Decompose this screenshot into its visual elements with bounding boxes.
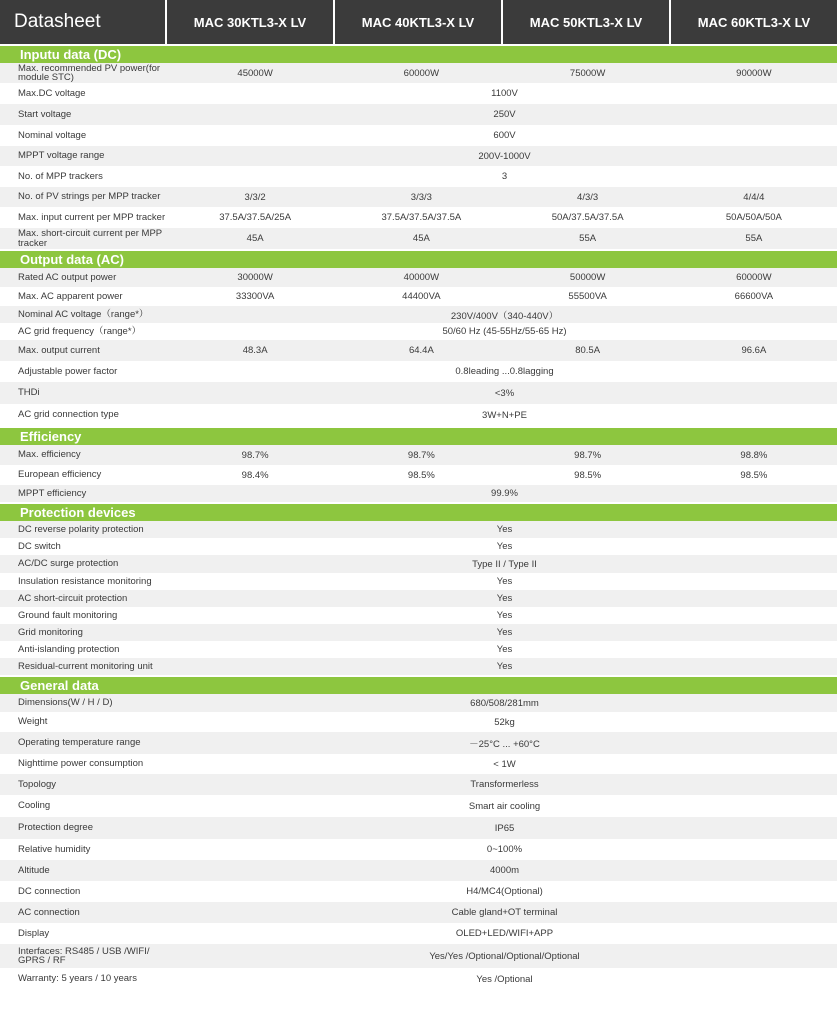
spec-label: Start voltage xyxy=(18,108,72,120)
spec-label: Weight xyxy=(18,716,48,728)
spec-row xyxy=(0,538,837,555)
spec-row xyxy=(0,340,837,361)
spec-row xyxy=(0,63,837,83)
spec-value: 64.4A xyxy=(408,345,434,356)
model-header-1: MAC 30KTL3-X LV xyxy=(167,0,333,44)
spec-row xyxy=(0,712,837,732)
spec-value-shared: Yes xyxy=(496,524,513,535)
spec-value-shared: Yes xyxy=(496,576,513,587)
spec-value-shared: 52kg xyxy=(494,716,515,728)
section-header: General data xyxy=(0,677,837,694)
model-header-2: MAC 40KTL3-X LV xyxy=(335,0,501,44)
spec-label: DC switch xyxy=(18,540,61,552)
spec-row xyxy=(0,361,837,382)
spec-row xyxy=(0,187,837,207)
spec-row xyxy=(0,83,837,104)
spec-label: MPPT voltage range xyxy=(18,150,105,162)
spec-label: DC connection xyxy=(18,885,81,897)
spec-row xyxy=(0,641,837,658)
spec-row xyxy=(0,694,837,712)
spec-label: Insulation resistance monitoring xyxy=(18,575,152,587)
spec-value: 80.5A xyxy=(575,345,601,356)
spec-value: 48.3A xyxy=(242,345,268,356)
spec-row xyxy=(0,607,837,624)
spec-row xyxy=(0,146,837,166)
spec-value-shared: Yes xyxy=(496,541,513,552)
spec-value: 4/4/4 xyxy=(743,191,765,203)
spec-row xyxy=(0,624,837,641)
spec-value: 44400VA xyxy=(402,291,441,302)
spec-value-shared: < 1W xyxy=(493,758,516,770)
spec-row xyxy=(0,382,837,404)
spec-label: Rated AC output power xyxy=(18,271,117,283)
spec-value: 98.4% xyxy=(241,469,269,481)
spec-label: Cooling xyxy=(18,800,51,812)
spec-value-shared: Yes xyxy=(496,627,513,638)
spec-label: Nighttime power consumption xyxy=(18,758,144,770)
spec-row xyxy=(0,839,837,860)
spec-value-shared: IP65 xyxy=(494,822,515,834)
spec-value-shared: <3% xyxy=(494,387,515,399)
spec-value-shared: 0.8leading ...0.8lagging xyxy=(455,366,554,377)
spec-value: 55A xyxy=(745,233,763,244)
spec-value: 98.7% xyxy=(574,449,602,461)
spec-label: Display xyxy=(18,927,50,939)
spec-value-shared: 230V/400V（340-440V） xyxy=(450,310,559,322)
spec-value-shared: Yes xyxy=(496,610,513,621)
spec-label: THDi xyxy=(18,387,40,399)
spec-label: AC grid connection type xyxy=(18,409,119,421)
spec-row xyxy=(0,860,837,881)
spec-label: DC reverse polarity protection xyxy=(18,523,144,535)
spec-value-shared: Transformerless xyxy=(470,779,539,790)
spec-label: Max. recommended PV power(for module STC) xyxy=(18,62,161,83)
spec-row xyxy=(0,125,837,146)
spec-value: 37.5A/37.5A/37.5A xyxy=(381,212,462,223)
spec-value: 33300VA xyxy=(235,291,275,302)
spec-row xyxy=(0,573,837,590)
spec-row xyxy=(0,732,837,754)
model-header-4: MAC 60KTL3-X LV xyxy=(671,0,837,44)
spec-row xyxy=(0,404,837,426)
spec-value-shared: Yes xyxy=(496,593,513,604)
spec-row xyxy=(0,944,837,968)
section-header: Protection devices xyxy=(0,504,837,521)
spec-value: 98.7% xyxy=(241,449,269,461)
spec-row xyxy=(0,306,837,323)
spec-table xyxy=(0,46,837,990)
spec-label: Ground fault monitoring xyxy=(18,609,118,621)
spec-value: 40000W xyxy=(403,272,440,283)
spec-label: AC/DC surge protection xyxy=(18,558,119,570)
spec-row xyxy=(0,207,837,228)
spec-value: 50000W xyxy=(569,272,606,283)
spec-row xyxy=(0,521,837,538)
spec-value-shared: 1100V xyxy=(491,88,518,99)
spec-row xyxy=(0,658,837,675)
spec-value-shared: 99.9% xyxy=(491,488,518,499)
spec-value-shared: 600V xyxy=(493,130,516,141)
spec-value-shared: 250V xyxy=(493,109,516,120)
datasheet-title: Datasheet xyxy=(0,0,165,44)
spec-value: 75000W xyxy=(569,67,606,79)
spec-label: Protection degree xyxy=(18,822,93,834)
spec-label: Nominal voltage xyxy=(18,129,87,141)
spec-value: 66600VA xyxy=(734,291,774,302)
spec-row xyxy=(0,795,837,817)
spec-value: 50A/50A/50A xyxy=(725,212,782,223)
spec-value-shared: Smart air cooling xyxy=(468,800,541,812)
spec-label: Interfaces: RS485 / USB /WIFI/ GPRS / RF xyxy=(18,945,150,966)
spec-label: Max. input current per MPP tracker xyxy=(18,211,166,223)
spec-row xyxy=(0,268,837,287)
spec-value-shared: 50/60 Hz (45-55Hz/55-65 Hz) xyxy=(442,326,567,337)
spec-label: European efficiency xyxy=(18,469,102,481)
section-header: Inputu data (DC) xyxy=(0,46,837,63)
spec-row xyxy=(0,465,837,485)
spec-value: 45A xyxy=(246,233,264,244)
spec-label: Warranty: 5 years / 10 years xyxy=(18,973,137,985)
spec-label: Dimensions(W / H / D) xyxy=(18,697,113,709)
spec-value-shared: Yes/Yes /Optional/Optional/Optional xyxy=(429,950,580,962)
spec-value: 45000W xyxy=(237,67,273,79)
spec-label: Nominal AC voltage（range*） xyxy=(18,308,149,320)
spec-label: Altitude xyxy=(18,864,50,876)
spec-value-shared: Type II / Type II xyxy=(472,558,537,570)
spec-value-shared: 4000m xyxy=(489,865,520,876)
spec-value-shared: 200V-1000V xyxy=(478,150,531,162)
spec-row xyxy=(0,555,837,573)
spec-label: Operating temperature range xyxy=(18,737,141,749)
spec-label: No. of PV strings per MPP tracker xyxy=(18,191,161,203)
spec-label: Relative humidity xyxy=(18,843,91,855)
spec-value-shared: OLED+LED/WIFI+APP xyxy=(455,928,554,939)
spec-value-shared: Yes xyxy=(496,661,513,672)
spec-label: Max. AC apparent power xyxy=(18,290,123,302)
spec-value-shared: －25°C ... +60°C xyxy=(469,739,540,750)
spec-value-shared: Yes xyxy=(496,644,513,655)
spec-label: Max.DC voltage xyxy=(18,87,86,99)
spec-value: 98.7% xyxy=(407,449,435,461)
spec-value-shared: H4/MC4(Optional) xyxy=(466,886,543,897)
spec-value: 90000W xyxy=(736,67,772,79)
spec-label: Max. efficiency xyxy=(18,449,81,461)
spec-value: 4/3/3 xyxy=(577,191,599,203)
spec-value: 3/3/3 xyxy=(410,191,432,203)
spec-value-shared: 0~100% xyxy=(486,844,523,855)
spec-label: Adjustable power factor xyxy=(18,365,118,377)
spec-label: AC grid frequency（range*） xyxy=(18,325,142,337)
spec-label: AC connection xyxy=(18,906,80,918)
datasheet-header xyxy=(0,0,837,44)
spec-row xyxy=(0,590,837,607)
spec-row xyxy=(0,166,837,187)
spec-value: 98.5% xyxy=(407,469,435,481)
spec-value: 50A/37.5A/37.5A xyxy=(551,212,624,223)
spec-value: 98.8% xyxy=(740,449,768,461)
spec-row xyxy=(0,287,837,306)
spec-row xyxy=(0,323,837,340)
spec-value: 60000W xyxy=(736,272,772,283)
spec-value: 45A xyxy=(412,233,430,244)
spec-row xyxy=(0,104,837,125)
spec-value-shared: Cable gland+OT terminal xyxy=(451,907,558,918)
spec-label: Topology xyxy=(18,778,57,790)
spec-value-shared: Yes /Optional xyxy=(476,973,533,985)
spec-label: Max. short-circuit current per MPP tracker xyxy=(18,228,162,249)
section-header: Output data (AC) xyxy=(0,251,837,268)
model-header-3: MAC 50KTL3-X LV xyxy=(503,0,669,44)
spec-value: 30000W xyxy=(237,272,273,283)
spec-row xyxy=(0,754,837,774)
spec-value: 98.5% xyxy=(574,469,602,481)
spec-value: 37.5A/37.5A/25A xyxy=(219,212,292,223)
spec-row xyxy=(0,817,837,839)
spec-row xyxy=(0,881,837,902)
spec-row xyxy=(0,485,837,502)
spec-label: AC short-circuit protection xyxy=(18,592,128,604)
spec-value: 96.6A xyxy=(741,345,767,356)
spec-value-shared: 3 xyxy=(501,171,508,182)
spec-value: 55A xyxy=(579,233,597,244)
spec-value: 98.5% xyxy=(740,469,768,481)
spec-row xyxy=(0,774,837,795)
spec-row xyxy=(0,968,837,990)
spec-row xyxy=(0,228,837,249)
spec-label: No. of MPP trackers xyxy=(18,170,103,182)
spec-row xyxy=(0,923,837,944)
spec-label: MPPT efficiency xyxy=(18,487,87,499)
spec-value-shared: 3W+N+PE xyxy=(482,409,527,421)
spec-value: 3/3/2 xyxy=(244,191,266,203)
spec-value: 55500VA xyxy=(568,291,607,302)
spec-label: Max. output current xyxy=(18,344,100,356)
spec-label: Anti-islanding protection xyxy=(18,643,120,655)
spec-label: Residual-current monitoring unit xyxy=(18,660,153,672)
section-header: Efficiency xyxy=(0,428,837,445)
spec-row xyxy=(0,902,837,923)
spec-value: 60000W xyxy=(403,67,440,79)
spec-value-shared: 680/508/281mm xyxy=(470,697,539,709)
spec-label: Grid monitoring xyxy=(18,626,83,638)
spec-row xyxy=(0,445,837,465)
